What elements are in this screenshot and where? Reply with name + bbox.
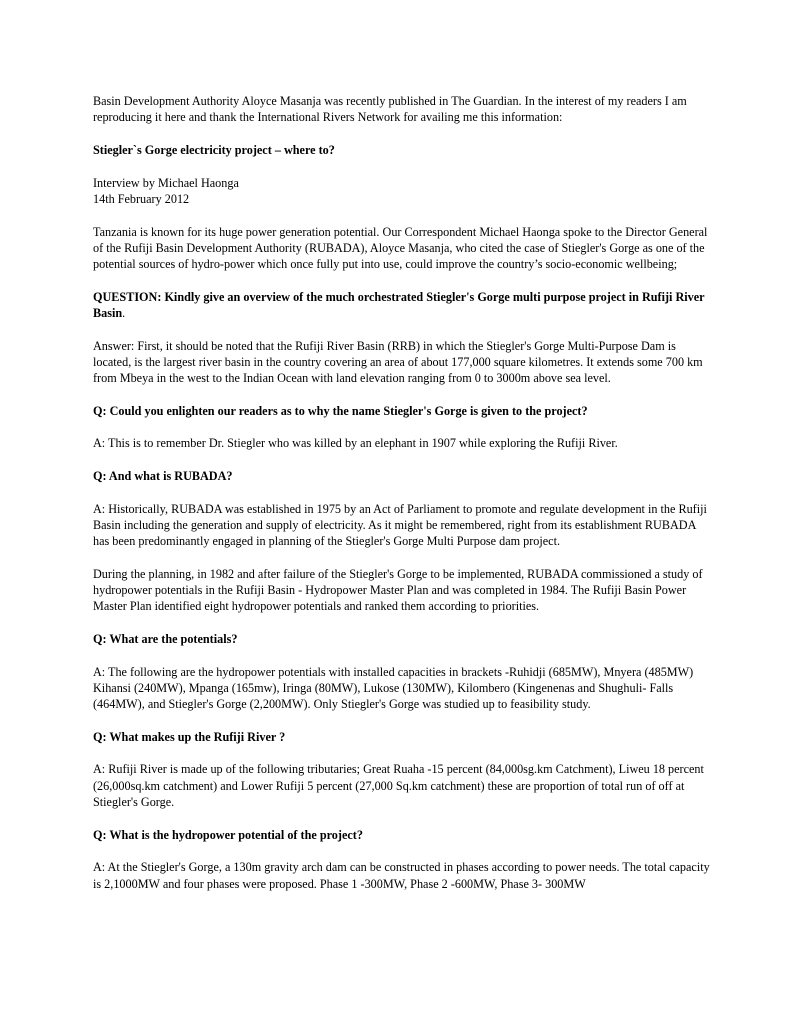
question-rubada: Q: And what is RUBADA? bbox=[93, 469, 233, 484]
answer-overview: Answer: First, it should be noted that the Rufiji River Basin (RRB) in which the Stiegler's Gorge Multi-Purpose Dam is located, is the largest river basin in the country covering an area of about 177,000 square kilometres. It extends some 700 km from Mbeya in the west to the Indian Ocean with land elevation ranging from 0 to 3000m above sea level. bbox=[93, 338, 703, 385]
question-rufiji-river: Q: What makes up the Rufiji River ? bbox=[93, 729, 286, 744]
intro-paragraph: Basin Development Authority Aloyce Masanja was recently published in The Guardian. In the interest of my readers I am reproducing it here and thank the International Rivers Network for availing me this information: bbox=[93, 94, 687, 125]
article-date: 14th February 2012 bbox=[93, 191, 190, 206]
question-hydropower-potential: Q: What is the hydropower potential of the project? bbox=[93, 827, 363, 842]
question-name: Q: Could you enlighten our readers as to why the name Stiegler's Gorge is given to the project? bbox=[93, 403, 588, 418]
answer-rubada: A: Historically, RUBADA was established in 1975 by an Act of Parliament to promote and regulate development in the Rufiji Basin including the generation and supply of electricity. As it might be remembered, right from its establishment RUBADA has been predominantly engaged in planning of the Stiegler's Gorge Multi Purpose dam project. bbox=[93, 501, 707, 549]
article-title: Stiegler`s Gorge electricity project – where to? bbox=[93, 142, 335, 157]
answer-hydropower-potential: A: At the Stiegler's Gorge, a 130m gravity arch dam can be constructed in phases according to power needs. The total capacity is 2,1000MW and four phases were proposed. Phase 1 -300MW, Phase 2 -600MW, Phase 3- 300MW bbox=[93, 860, 710, 891]
answer-rufiji-river: A: Rufiji River is made up of the following tributaries; Great Ruaha -15 percent (84,000sg.km Catchment), Liweu 18 percent (26,000sq.km catchment) and Lower Rufiji 5 percent (27,000 Sq.km catchment) these are proportion of total run of off at Stiegler's Gorge. bbox=[93, 762, 704, 809]
answer-potentials: A: The following are the hydropower potentials with installed capacities in brackets -Ruhidji (685MW), Mnyera (485MW) Kihansi (240MW), Mpanga (165mw), Iringa (80MW), Lukose (130MW), Kilombero (Kingenenas and Shughuli- Falls (464MW), and Stiegler's Gorge (2,200MW). Only Stiegler's Gorge was studied up to feasibility study. bbox=[93, 664, 694, 712]
document-page bbox=[93, 93, 713, 908]
byline: Interview by Michael Haonga bbox=[93, 175, 239, 190]
answer-rubada-planning: During the planning, in 1982 and after failure of the Stiegler's Gorge to be implemented, RUBADA commissioned a study of hydropower potentials in the Rufiji Basin - Hydropower Master Plan and was completed in 1984. The Rufiji Basin Power Master Plan identified eight hydropower potentials and ranked them according to priorities. bbox=[93, 566, 703, 614]
question-overview: QUESTION: Kindly give an overview of the much orchestrated Stiegler's Gorge multi purpose project in Rufiji River Basin. bbox=[93, 289, 705, 320]
answer-name: A: This is to remember Dr. Stiegler who was killed by an elephant in 1907 while exploring the Rufiji River. bbox=[93, 436, 618, 451]
lede-paragraph: Tanzania is known for its huge power generation potential. Our Correspondent Michael Haonga spoke to the Director General of the Rufiji Basin Development Authority (RUBADA), Aloyce Masanja, who cited the case of Stiegler's Gorge as one of the potential sources of hydro-power which once fully put into use, could improve the country’s socio-economic wellbeing; bbox=[93, 224, 708, 271]
question-potentials: Q: What are the potentials? bbox=[93, 631, 238, 646]
